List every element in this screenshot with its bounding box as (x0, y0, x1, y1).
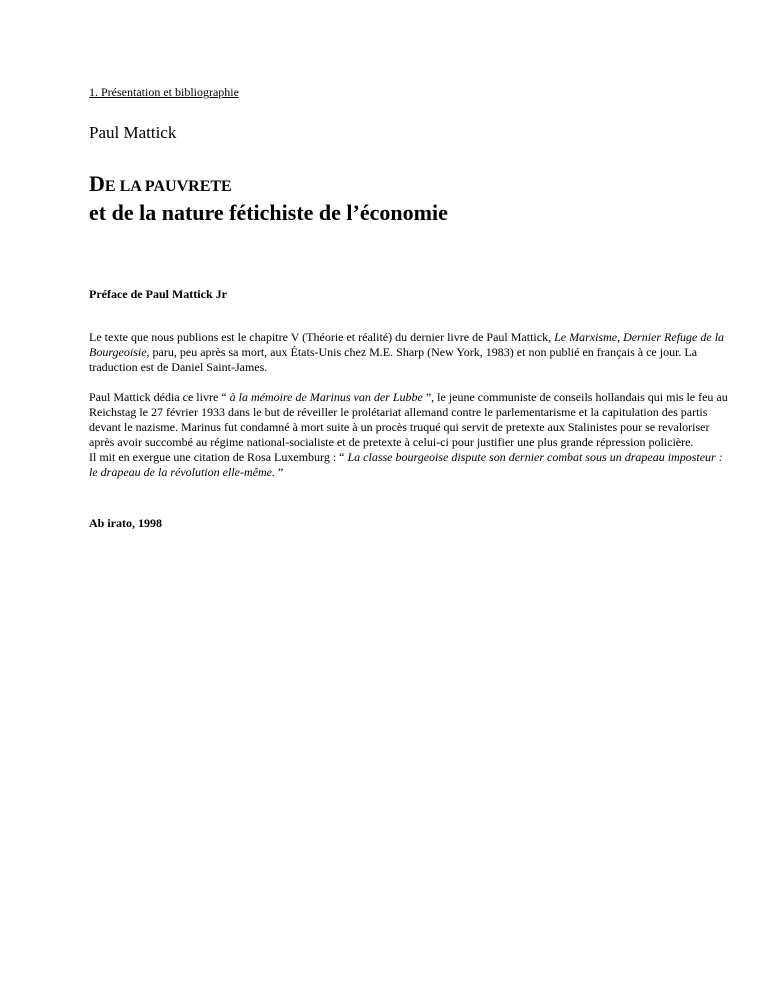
title-line-2: et de la nature fétichiste de l’économie (89, 200, 448, 225)
closing-signature: Ab irato, 1998 (89, 516, 162, 530)
preface-paragraph-2 (89, 390, 734, 480)
dedication-text: à la mémoire de Marinus van der Lubbe (229, 390, 423, 404)
p1-text-a: Le texte que nous publions est le chapitre V (Théorie et réalité) du dernier livre de Paul Mattick, (89, 330, 555, 344)
title-initial: D (89, 171, 105, 196)
p2-text-d: ” (274, 465, 284, 479)
preface-heading: Préface de Paul Mattick Jr (89, 287, 227, 301)
p2-text-c: Il mit en exergue une citation de Rosa Luxemburg : “ (89, 450, 348, 464)
section-link[interactable]: 1. Présentation et bibliographie (89, 85, 239, 99)
title-line-1 (89, 171, 448, 200)
author-name: Paul Mattick (89, 123, 177, 142)
book-title: Le Marxisme, Dernier Refuge de la Bourgeoisie (89, 330, 725, 359)
preface-paragraph-1 (89, 330, 734, 375)
p1-text-b: , paru, peu après sa mort, aux États-Unis chez M.E. Sharp (New York, 1983) et non publié en français à ce jour. La traduction est de Daniel Saint-James. (89, 345, 698, 374)
title-smallcaps: LA PAUVRETE (115, 178, 232, 195)
title-smallcaps-e: E (104, 178, 116, 195)
document-title (89, 171, 448, 226)
p2-text-a: Paul Mattick dédia ce livre “ (89, 390, 230, 404)
p2-text-b: ”, le jeune communiste de conseils hollandais qui mis le feu au Reichstag le 27 février 1933 dans le but de réveiller le prolétariat allemand contre le parlementarisme et la capitulation des partis devant le nazisme. Marinus fut condamné à mort suite à un procès truqué qui servit de pretexte aux Stalinistes pour se revaloriser après avoir succombé au régime national-socialiste et de pretexte à celui-ci pour justifier une plus grande répression policière. (89, 390, 728, 449)
luxemburg-quote: La classe bourgeoise dispute son dernier combat sous un drapeau imposteur : le drapeau de la révolution elle-même. (89, 450, 723, 479)
